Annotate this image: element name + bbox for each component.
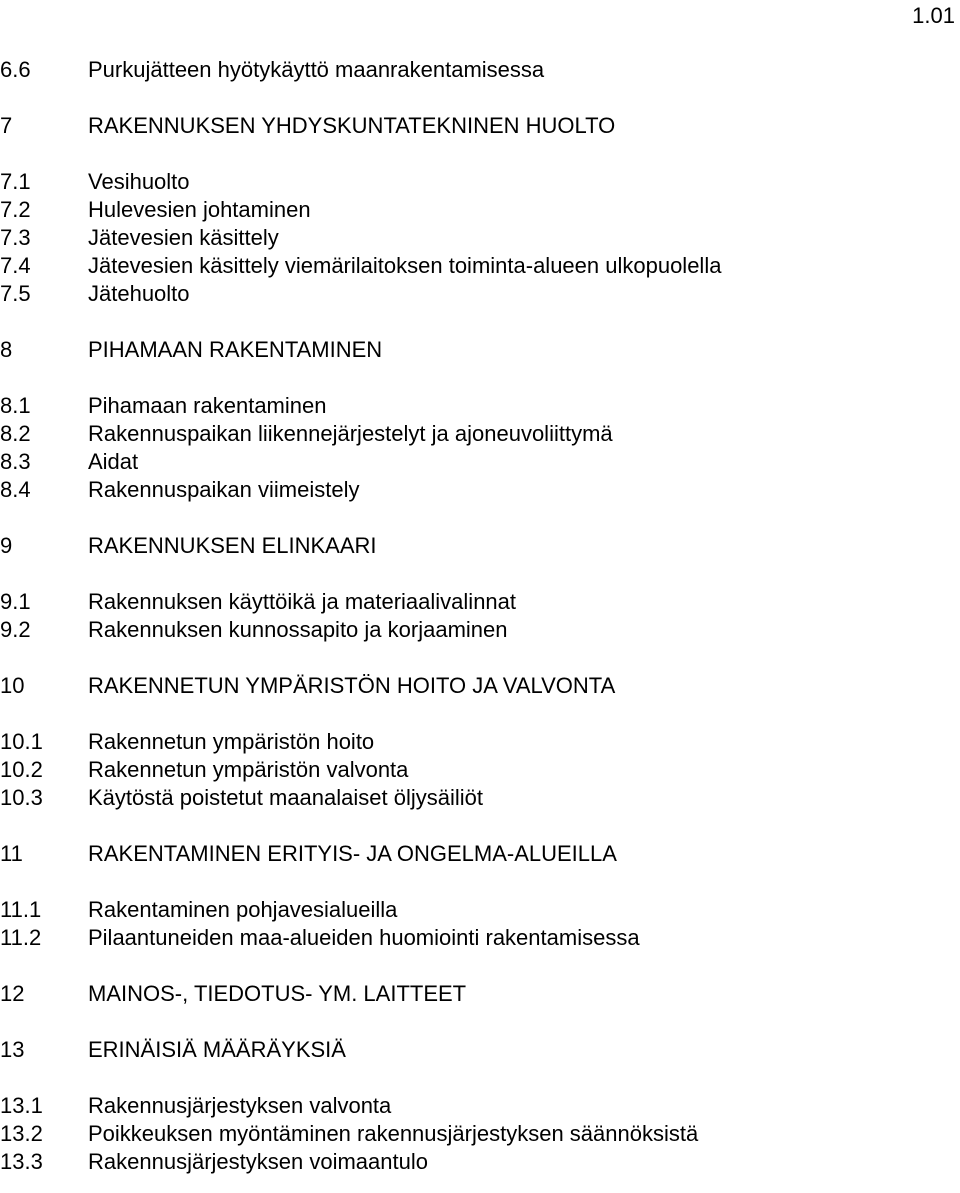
toc-entry-number: 12	[0, 981, 25, 1006]
toc-entry-title: Rakennetun ympäristön valvonta	[88, 757, 409, 782]
toc-entry-title: Poikkeuksen myöntäminen rakennusjärjestyksen säännöksistä	[88, 1121, 699, 1146]
toc-entry-number: 11	[0, 841, 23, 866]
toc-entry	[0, 280, 960, 308]
toc-entry-number: 8	[0, 337, 13, 362]
toc-entry-title: RAKENNUKSEN YHDYSKUNTATEKNINEN HUOLTO	[88, 113, 616, 138]
toc-entry	[0, 448, 960, 476]
toc-entry	[0, 392, 960, 420]
toc-entry-number: 8.2	[0, 421, 31, 446]
toc-entry-number: 13.3	[0, 1149, 43, 1174]
toc-entry	[0, 532, 960, 560]
toc-entry	[0, 420, 960, 448]
toc-entry	[0, 1092, 960, 1120]
toc-entry-title: Vesihuolto	[88, 169, 190, 194]
toc-entry-number: 11.2	[0, 925, 42, 950]
toc-entry-title: Purkujätteen hyötykäyttö maanrakentamisessa	[88, 57, 545, 82]
toc-entry-title: MAINOS-, TIEDOTUS- YM. LAITTEET	[88, 981, 467, 1006]
toc-entry	[0, 672, 960, 700]
toc-entry-number: 6.6	[0, 57, 31, 82]
toc-entry-number: 7.3	[0, 225, 31, 250]
toc-entry-number: 7.4	[0, 253, 31, 278]
toc-entry	[0, 784, 960, 812]
toc-entry-title: Aidat	[88, 449, 139, 474]
toc-entry	[0, 196, 960, 224]
toc-entry-title: Rakennetun ympäristön hoito	[88, 729, 375, 754]
toc-entry	[0, 1120, 960, 1148]
toc-entry	[0, 588, 960, 616]
toc-entry-title: Rakennuspaikan viimeistely	[88, 477, 360, 502]
toc-entry-number: 13.1	[0, 1093, 43, 1118]
toc-entry	[0, 224, 960, 252]
toc-entry-title: Pilaantuneiden maa-alueiden huomiointi rakentamisessa	[88, 925, 640, 950]
toc-entry-number: 10.1	[0, 729, 43, 754]
toc-entry	[0, 336, 960, 364]
toc-entry-title: Hulevesien johtaminen	[88, 197, 311, 222]
toc-entry-number: 9.2	[0, 617, 31, 642]
toc-entry-title: Rakennusjärjestyksen voimaantulo	[88, 1149, 428, 1174]
toc-entry-number: 10	[0, 673, 25, 698]
toc-entry-number: 7.1	[0, 169, 31, 194]
toc-entry	[0, 728, 960, 756]
toc-entry-number: 10.3	[0, 785, 43, 810]
toc-entry-title: Rakennuspaikan liikennejärjestelyt ja ajoneuvoliittymä	[88, 421, 613, 446]
toc-entry	[0, 476, 960, 504]
toc-entry	[0, 840, 960, 868]
toc-entry-title: RAKENTAMINEN ERITYIS- JA ONGELMA-ALUEILLA	[88, 841, 617, 866]
table-of-contents	[0, 56, 960, 1176]
toc-entry-title: Käytöstä poistetut maanalaiset öljysäiliöt	[88, 785, 483, 810]
toc-entry-title: Jätevesien käsittely viemärilaitoksen toiminta-alueen ulkopuolella	[88, 253, 722, 278]
toc-entry	[0, 252, 960, 280]
toc-entry	[0, 1036, 960, 1064]
toc-entry	[0, 756, 960, 784]
toc-entry-title: Rakennuksen käyttöikä ja materiaalivalinnat	[88, 589, 517, 614]
toc-entry	[0, 56, 960, 84]
page-number: 1.01	[912, 3, 955, 28]
toc-entry	[0, 616, 960, 644]
toc-entry	[0, 112, 960, 140]
toc-entry	[0, 924, 960, 952]
toc-entry	[0, 980, 960, 1008]
toc-entry-number: 8.3	[0, 449, 31, 474]
toc-entry	[0, 896, 960, 924]
toc-entry-number: 13.2	[0, 1121, 43, 1146]
toc-entry-title: RAKENNUKSEN ELINKAARI	[88, 533, 377, 558]
toc-entry-title: ERINÄISIÄ MÄÄRÄYKSIÄ	[88, 1037, 346, 1062]
toc-entry-title: Jätevesien käsittely	[88, 225, 279, 250]
toc-entry-title: Rakennuksen kunnossapito ja korjaaminen	[88, 617, 508, 642]
toc-entry-number: 11.1	[0, 897, 42, 922]
toc-entry-number: 9	[0, 533, 13, 558]
toc-entry-title: Pihamaan rakentaminen	[88, 393, 327, 418]
toc-entry-title: Rakennusjärjestyksen valvonta	[88, 1093, 392, 1118]
toc-entry-number: 8.1	[0, 393, 31, 418]
toc-entry-title: Jätehuolto	[88, 281, 190, 306]
toc-entry-number: 7.5	[0, 281, 31, 306]
toc-entry	[0, 1148, 960, 1176]
toc-entry-title: Rakentaminen pohjavesialueilla	[88, 897, 398, 922]
toc-entry-number: 7.2	[0, 197, 31, 222]
toc-entry-number: 8.4	[0, 477, 31, 502]
toc-entry-title: PIHAMAAN RAKENTAMINEN	[88, 337, 383, 362]
toc-entry-number: 10.2	[0, 757, 43, 782]
toc-entry-title: RAKENNETUN YMPÄRISTÖN HOITO JA VALVONTA	[88, 673, 616, 698]
toc-entry-number: 7	[0, 113, 13, 138]
toc-entry	[0, 168, 960, 196]
toc-entry-number: 9.1	[0, 589, 31, 614]
toc-entry-number: 13	[0, 1037, 25, 1062]
